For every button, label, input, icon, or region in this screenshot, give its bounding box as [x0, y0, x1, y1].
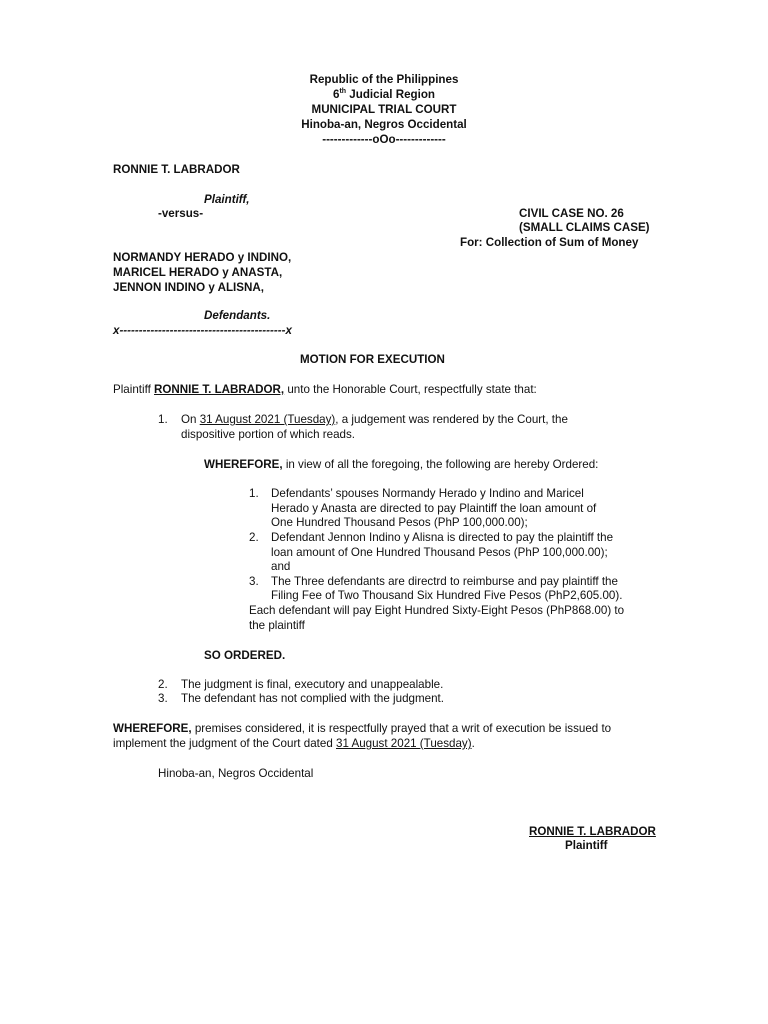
plaintiff-name: RONNIE T. LABRADOR	[113, 163, 240, 176]
item2-text: The judgment is final, executory and unappealable.	[181, 678, 444, 691]
place-line: Hinoba-an, Negros Occidental	[158, 767, 314, 780]
judgment-date: 31 August 2021 (Tuesday)	[199, 413, 336, 426]
item1-line2: dispositive portion of which reads.	[181, 428, 355, 441]
order-number: 3.	[249, 575, 259, 588]
versus-label: -versus-	[158, 207, 204, 220]
item-number: 3.	[158, 692, 168, 705]
caption-closing-line: x-------------------------------------------x	[113, 324, 292, 337]
header-divider: -------------oOo-------------	[322, 133, 446, 146]
item3-text: The defendant has not complied with the judgment.	[181, 692, 444, 705]
item-number: 1.	[158, 413, 168, 426]
plaintiff-role: Plaintiff,	[204, 193, 250, 206]
header-region: 6th Judicial Region	[333, 88, 435, 101]
defendant-name: JENNON INDINO y ALISNA,	[113, 281, 264, 294]
prayer-line2: implement the judgment of the Court dated 31 August 2021 (Tuesday).	[113, 737, 475, 750]
intro-paragraph: Plaintiff RONNIE T. LABRADOR, unto the Honorable Court, respectfully state that:	[113, 383, 537, 396]
each-defendant-text: the plaintiff	[249, 619, 305, 632]
order-text: loan amount of One Hundred Thousand Pesos (PhP 100,000.00);	[271, 546, 608, 559]
header-republic: Republic of the Philippines	[309, 73, 459, 86]
item1-line1: On 31 August 2021 (Tuesday), a judgement was rendered by the Court, the	[181, 413, 568, 426]
order-number: 1.	[249, 487, 259, 500]
each-defendant-text: Each defendant will pay Eight Hundred Sixty-Eight Pesos (PhP868.00) to	[249, 604, 625, 617]
defendant-role: Defendants.	[204, 309, 271, 322]
order-text: The Three defendants are directrd to reimburse and pay plaintiff the	[271, 575, 618, 588]
prayer-date: 31 August 2021 (Tuesday)	[336, 737, 472, 750]
header-location: Hinoba-an, Negros Occidental	[301, 118, 467, 131]
signature-name: RONNIE T. LABRADOR	[529, 825, 656, 838]
order-number: 2.	[249, 531, 259, 544]
intro-plaintiff-name: RONNIE T. LABRADOR,	[154, 383, 285, 396]
case-type: (SMALL CLAIMS CASE)	[519, 221, 650, 234]
order-text: Filing Fee of Two Thousand Six Hundred Five Pesos (PhP2,605.00).	[271, 589, 623, 602]
defendant-name: MARICEL HERADO y ANASTA,	[113, 266, 283, 279]
order-text: and	[271, 560, 291, 573]
so-ordered: SO ORDERED.	[204, 649, 286, 662]
item-number: 2.	[158, 678, 168, 691]
order-text: Defendants’ spouses Normandy Herado y Indino and Maricel	[271, 487, 584, 500]
order-text: One Hundred Thousand Pesos (PhP 100,000.00);	[271, 516, 528, 529]
case-number: CIVIL CASE NO. 26	[519, 207, 624, 220]
case-for: For: Collection of Sum of Money	[460, 236, 639, 249]
prayer-line1: WHEREFORE, premises considered, it is respectfully prayed that a writ of execution be issued to	[113, 722, 612, 735]
defendant-name: NORMANDY HERADO y INDINO,	[113, 251, 292, 264]
order-text: Herado y Anasta are directed to pay Plaintiff the loan amount of	[271, 502, 597, 515]
header-court: MUNICIPAL TRIAL COURT	[311, 103, 457, 116]
signature-role: Plaintiff	[565, 839, 608, 852]
order-text: Defendant Jennon Indino y Alisna is directed to pay the plaintiff the	[271, 531, 614, 544]
quote-wherefore: WHEREFORE, in view of all the foregoing, the following are hereby Ordered:	[204, 458, 599, 471]
document-title: MOTION FOR EXECUTION	[300, 353, 445, 366]
